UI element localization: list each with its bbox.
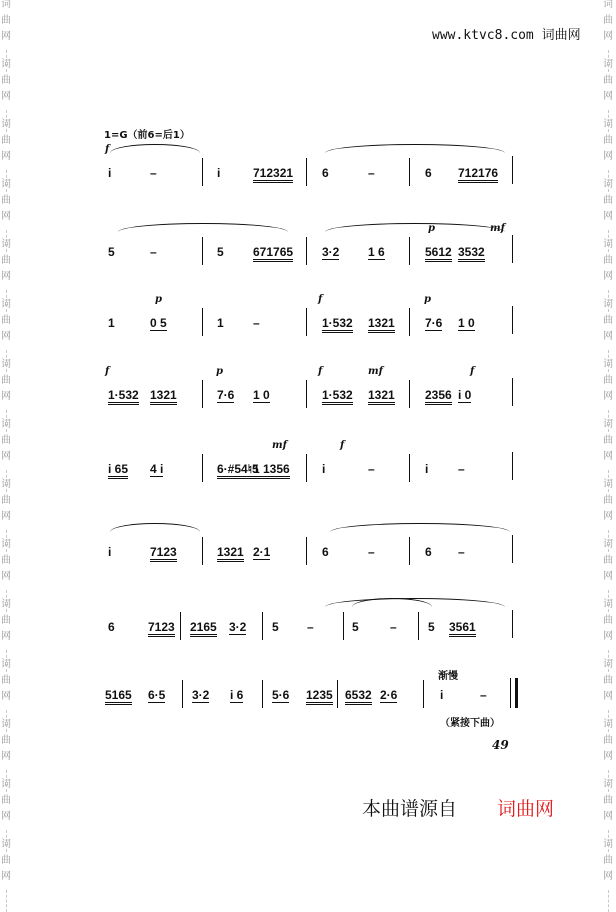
watermark-glyph: 网 [1, 451, 11, 462]
watermark-glyph: 曲 [603, 495, 613, 506]
score-note: 1 0 [458, 316, 475, 330]
score-note: 3·2 [229, 620, 247, 634]
dynamic-marking: f [340, 440, 345, 451]
barline [202, 158, 203, 186]
watermark-glyph: 词 [1, 119, 11, 130]
score-note: i 0 [458, 388, 472, 402]
dynamic-marking: mf [272, 440, 287, 451]
watermark-glyph: 词 [603, 479, 613, 490]
score-note: i [108, 545, 112, 559]
watermark-glyph: 网 [603, 211, 613, 222]
barline [343, 612, 344, 640]
score-note: i [217, 166, 221, 180]
watermark-glyph: 词 [1, 239, 11, 250]
score-note: 1·532 [322, 316, 353, 333]
watermark-glyph: 网 [1, 91, 11, 102]
site-url-text: www.ktvc8.com [432, 28, 534, 43]
watermark-glyph: 曲 [603, 375, 613, 386]
watermark-glyph: 词 [603, 599, 613, 610]
watermark-glyph: 网 [603, 151, 613, 162]
watermark-glyph: 网 [603, 91, 613, 102]
score-note: 6 [322, 166, 329, 180]
score-note: 6532 [345, 688, 372, 705]
tempo-marking: 渐慢 [438, 671, 458, 682]
score-note: 712321 [253, 166, 293, 183]
barline [512, 306, 513, 334]
watermark-glyph: 曲 [603, 435, 613, 446]
watermark-glyph: 曲 [603, 795, 613, 806]
dynamic-marking: p [216, 366, 223, 377]
barline [512, 452, 513, 480]
score-note: i 6 [230, 688, 244, 702]
score-note: 7·6 [217, 388, 235, 402]
score-note: 1235 [306, 688, 333, 705]
score-note: 5 [352, 620, 359, 634]
score-note: 6 [108, 620, 115, 634]
barline [306, 380, 307, 408]
watermark-glyph: 词 [603, 419, 613, 430]
score-note: i [425, 462, 429, 476]
barline [306, 237, 307, 265]
barline [512, 610, 513, 638]
watermark-glyph: 曲 [1, 495, 11, 506]
barline [409, 237, 410, 265]
dynamic-marking: p [424, 294, 431, 305]
slur [110, 523, 200, 532]
barline [306, 158, 307, 186]
score-note: i [440, 688, 444, 702]
score-note: 1 [217, 316, 224, 330]
barline [306, 537, 307, 565]
watermark-glyph: 曲 [603, 255, 613, 266]
watermark-glyph: 曲 [603, 855, 613, 866]
score-note: – [458, 462, 465, 476]
watermark-glyph: 曲 [1, 615, 11, 626]
watermark-glyph: 网 [1, 331, 11, 342]
watermark-glyph: 曲 [1, 855, 11, 866]
slur [110, 144, 200, 153]
score-note: 2165 [190, 620, 217, 637]
watermark-glyph: 曲 [1, 255, 11, 266]
watermark-glyph: 曲 [1, 195, 11, 206]
watermark-glyph: 词 [1, 479, 11, 490]
dynamic-marking: f [318, 366, 323, 377]
right-watermark-strip [602, 0, 616, 882]
score-note: – [390, 620, 397, 634]
score-note: 1 [108, 316, 115, 330]
watermark-glyph: 词 [603, 299, 613, 310]
score-note: 6 [322, 545, 329, 559]
slur [325, 223, 505, 232]
watermark-glyph: 词 [1, 59, 11, 70]
watermark-glyph: 词 [603, 779, 613, 790]
watermark-glyph: 曲 [603, 15, 613, 26]
score-note: 5·6 [272, 688, 290, 702]
watermark-glyph: 词 [1, 359, 11, 370]
score-note: 5 [217, 245, 224, 259]
watermark-glyph: 网 [1, 271, 11, 282]
watermark-glyph: 词 [1, 419, 11, 430]
watermark-glyph: 词 [603, 59, 613, 70]
dynamic-marking: f [105, 144, 110, 155]
watermark-glyph: 词 [1, 299, 11, 310]
barline [262, 612, 263, 640]
score-note: i 65 [108, 462, 128, 479]
score-note: – [307, 620, 314, 634]
score-note: – [458, 545, 465, 559]
score-note: 1 6 [368, 245, 385, 259]
watermark-glyph: 曲 [1, 15, 11, 26]
score-note: 5 [428, 620, 435, 634]
watermark-glyph: 词 [603, 239, 613, 250]
score-note: – [253, 316, 260, 330]
watermark-glyph: 词 [603, 659, 613, 670]
score-note: 6 [425, 166, 432, 180]
watermark-glyph: 曲 [1, 375, 11, 386]
score-note: 3532 [458, 245, 485, 262]
watermark-glyph: 词 [1, 659, 11, 670]
page-number: 49 [492, 738, 509, 752]
watermark-glyph: 曲 [1, 555, 11, 566]
slur [330, 523, 510, 532]
watermark-glyph: 词 [603, 539, 613, 550]
dynamic-marking: p [428, 223, 435, 234]
score-note: 7123 [148, 620, 175, 637]
watermark-glyph: 曲 [1, 75, 11, 86]
continuation-note: （紧接下曲） [440, 718, 500, 729]
score-note: 1·532 [322, 388, 353, 405]
score-note: 6 [425, 545, 432, 559]
source-text: 本曲谱源自 [362, 798, 458, 820]
score-note: 2·1 [253, 545, 271, 559]
watermark-glyph: 词 [1, 839, 11, 850]
watermark-glyph: 词 [603, 719, 613, 730]
score-note: 5 [272, 620, 279, 634]
watermark-glyph: 曲 [603, 315, 613, 326]
watermark-glyph: 网 [1, 571, 11, 582]
watermark-glyph: 网 [1, 871, 11, 882]
watermark-glyph: 词 [1, 0, 11, 10]
score-note: 1321 [217, 545, 244, 562]
barline [409, 380, 410, 408]
score-note: 2356 [425, 388, 452, 405]
score-note: 4 i [150, 462, 164, 476]
barline [202, 537, 203, 565]
slur [118, 223, 288, 232]
watermark-glyph: 网 [603, 751, 613, 762]
barline [202, 237, 203, 265]
barline [337, 680, 338, 708]
score-note: 3561 [449, 620, 476, 637]
key-signature: 1=G（前6=后1） [104, 130, 190, 141]
barline [512, 156, 513, 184]
dynamic-marking: mf [490, 223, 505, 234]
site-url[interactable] [432, 24, 581, 43]
dynamic-marking: p [155, 294, 162, 305]
barline [262, 680, 263, 708]
score-note: 1321 [368, 316, 395, 333]
site-name-text: 词曲网 [541, 28, 581, 43]
watermark-glyph: 曲 [1, 435, 11, 446]
barline [423, 680, 424, 708]
dynamic-marking: f [318, 294, 323, 305]
watermark-glyph: 曲 [603, 195, 613, 206]
watermark-glyph: 词 [1, 539, 11, 550]
barline [512, 235, 513, 263]
barline [418, 612, 419, 640]
watermark-glyph: 曲 [603, 135, 613, 146]
final-barline [510, 678, 518, 708]
slur [325, 598, 505, 607]
watermark-glyph: 网 [603, 811, 613, 822]
watermark-glyph: 网 [1, 211, 11, 222]
watermark-glyph: 网 [1, 691, 11, 702]
watermark-glyph: 网 [1, 631, 11, 642]
watermark-glyph: 曲 [603, 615, 613, 626]
score-note: 1321 [150, 388, 177, 405]
score-note: 0 5 [150, 316, 167, 330]
watermark-glyph: 词 [603, 359, 613, 370]
score-note: 1·532 [108, 388, 139, 405]
watermark-glyph: 网 [603, 511, 613, 522]
watermark-glyph: 网 [603, 631, 613, 642]
watermark-glyph: 曲 [1, 675, 11, 686]
score-note: i [108, 166, 112, 180]
watermark-glyph: 网 [1, 811, 11, 822]
barline [306, 454, 307, 482]
watermark-glyph: 网 [1, 31, 11, 42]
score-note: 5 [108, 245, 115, 259]
watermark-glyph: 网 [1, 391, 11, 402]
score-note: 5612 [425, 245, 452, 262]
score-note: 6·#54♮5 [217, 462, 259, 479]
watermark-glyph: 网 [603, 871, 613, 882]
score-note: 3·2 [322, 245, 340, 259]
watermark-glyph: 网 [1, 511, 11, 522]
watermark-glyph: 曲 [603, 675, 613, 686]
dynamic-marking: f [470, 366, 475, 377]
watermark-dash [6, 890, 8, 912]
barline [202, 308, 203, 336]
barline [512, 378, 513, 406]
score-note: – [368, 462, 375, 476]
score-note: 2·6 [380, 688, 398, 702]
barline [180, 612, 181, 640]
score-note: 5165 [105, 688, 132, 705]
watermark-glyph: 曲 [1, 735, 11, 746]
score-note: – [150, 245, 157, 259]
score-note: 712176 [458, 166, 498, 183]
watermark-glyph: 词 [1, 779, 11, 790]
dynamic-marking: mf [368, 366, 383, 377]
barline [409, 537, 410, 565]
left-watermark-strip [0, 0, 14, 882]
watermark-glyph: 曲 [603, 75, 613, 86]
watermark-dash [608, 890, 610, 912]
score-note: – [368, 545, 375, 559]
watermark-glyph: 词 [1, 719, 11, 730]
barline [409, 308, 410, 336]
score-note: 1321 [368, 388, 395, 405]
score-note: – [368, 166, 375, 180]
score-note: 7123 [150, 545, 177, 562]
watermark-glyph: 曲 [1, 795, 11, 806]
barline [409, 454, 410, 482]
watermark-glyph: 曲 [603, 735, 613, 746]
watermark-glyph: 网 [603, 331, 613, 342]
score-note: – [480, 688, 487, 702]
watermark-glyph: 曲 [1, 315, 11, 326]
score-note: i [322, 462, 326, 476]
watermark-glyph: 词 [603, 0, 613, 10]
watermark-glyph: 网 [603, 31, 613, 42]
watermark-glyph: 曲 [1, 135, 11, 146]
watermark-glyph: 网 [603, 451, 613, 462]
slur [325, 144, 505, 153]
watermark-glyph: 网 [603, 391, 613, 402]
watermark-glyph: 网 [603, 571, 613, 582]
watermark-glyph: 词 [603, 839, 613, 850]
watermark-glyph: 词 [603, 179, 613, 190]
barline [409, 158, 410, 186]
barline [182, 680, 183, 708]
watermark-glyph: 网 [603, 691, 613, 702]
watermark-glyph: 词 [1, 179, 11, 190]
score-note: 6·5 [148, 688, 166, 702]
watermark-glyph: 网 [1, 151, 11, 162]
score-note: 1 1356 [253, 462, 290, 479]
barline [306, 308, 307, 336]
watermark-glyph: 网 [603, 271, 613, 282]
dynamic-marking: f [105, 366, 110, 377]
score-note: 3·2 [192, 688, 210, 702]
watermark-glyph: 词 [1, 599, 11, 610]
watermark-glyph: 网 [1, 751, 11, 762]
watermark-glyph: 词 [603, 119, 613, 130]
brand-link[interactable]: 词曲网 [497, 798, 555, 820]
score-note: 671765 [253, 245, 293, 262]
barline [202, 454, 203, 482]
score-note: 7·6 [425, 316, 443, 330]
score-note: 1 0 [253, 388, 270, 402]
barline [202, 380, 203, 408]
watermark-glyph: 曲 [603, 555, 613, 566]
barline [512, 535, 513, 563]
score-note: – [150, 166, 157, 180]
